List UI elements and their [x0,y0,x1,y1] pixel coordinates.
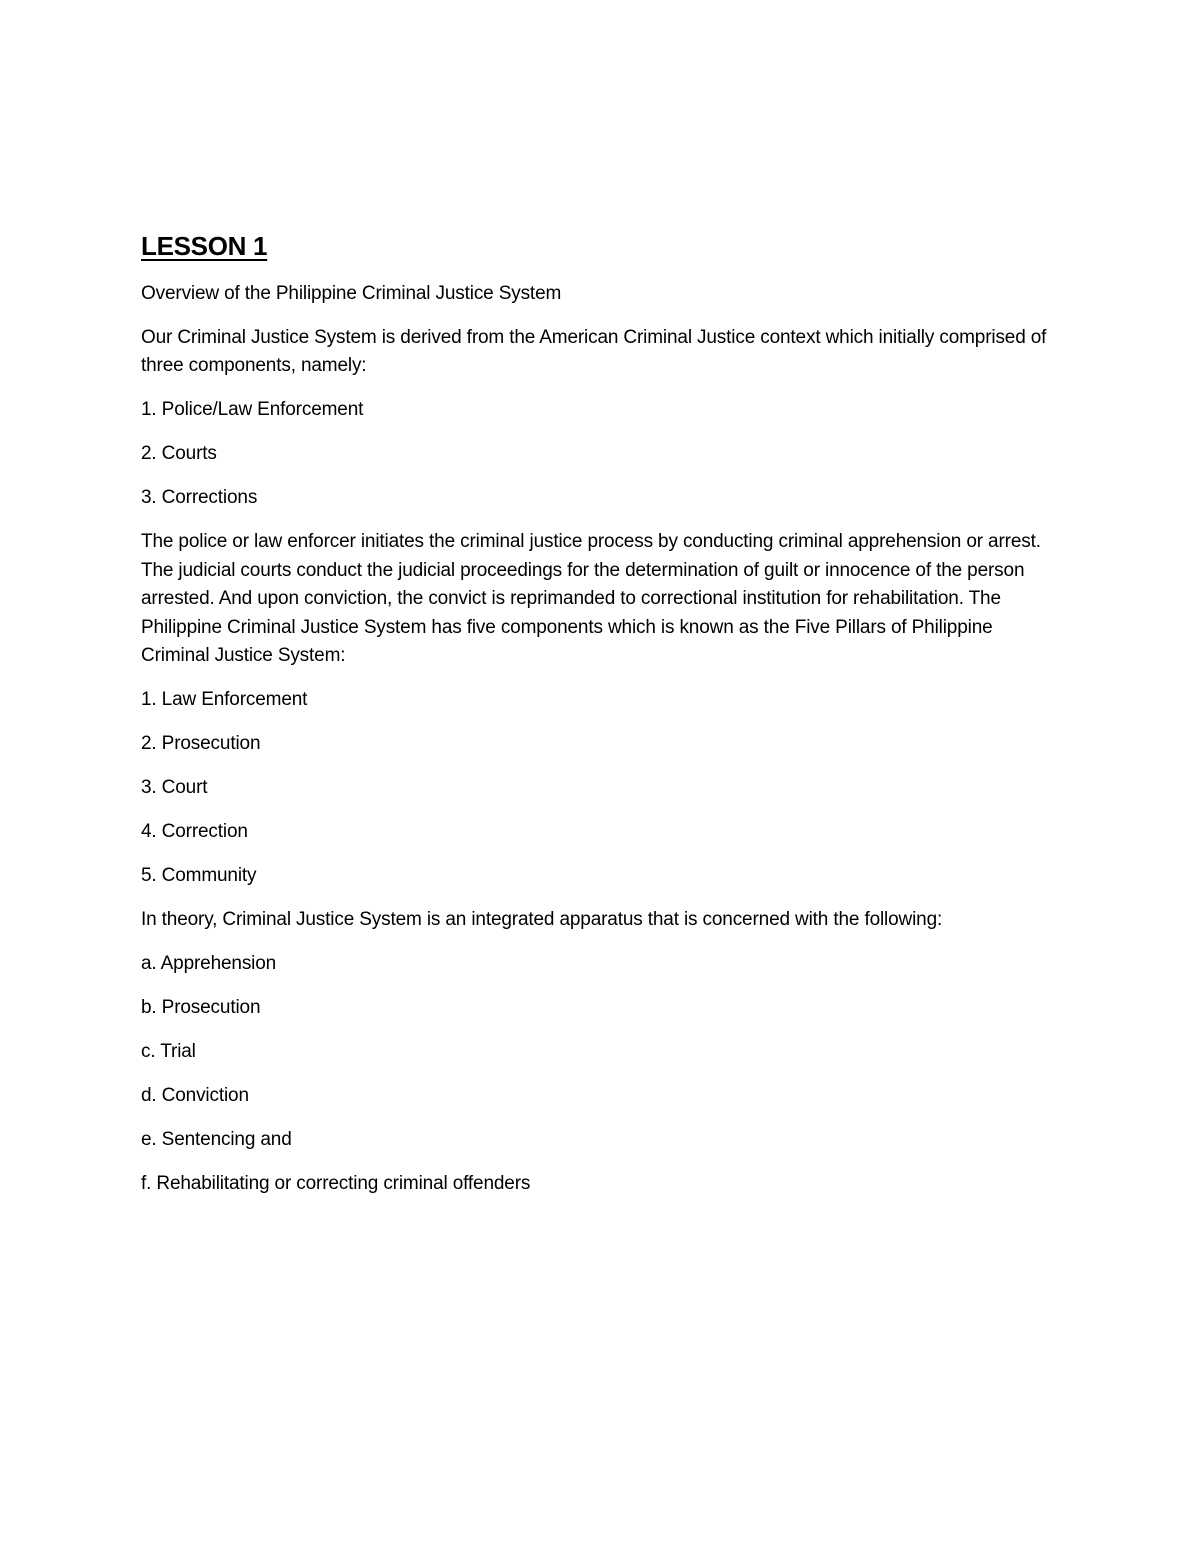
concern-item: e. Sentencing and [141,1129,292,1151]
lesson-title: LESSON 1 [141,231,268,261]
theory-paragraph: In theory, Criminal Justice System is an integrated apparatus that is concerned with the following: [141,909,943,931]
overview-heading: Overview of the Philippine Criminal Justice System [141,283,562,304]
concern-item: f. Rehabilitating or correcting criminal offenders [141,1173,531,1195]
pillar-item: 2. Prosecution [141,733,261,755]
intro-paragraph: Our Criminal Justice System is derived from the American Criminal Justice context which initially comprised of three components, namely: [141,327,1047,377]
pillar-item: 5. Community [141,865,257,887]
component-item: 2. Courts [141,443,217,465]
concern-item: a. Apprehension [141,953,277,975]
document-page [141,226,1053,1214]
concern-item: b. Prosecution [141,997,261,1019]
pillar-item: 1. Law Enforcement [141,689,308,711]
process-paragraph: The police or law enforcer initiates the criminal justice process by conducting criminal apprehension or arrest. The judicial courts conduct the judicial proceedings for the determination of guilt or innocence of the person arrested. And upon conviction, the convict is reprimanded to correctional institution for rehabilitation. The Philippine Criminal Justice System has five components which is known as the Five Pillars of Philippine Criminal Justice System: [141,531,1041,667]
concern-item: d. Conviction [141,1085,249,1107]
component-item: 1. Police/Law Enforcement [141,399,364,421]
concern-item: c. Trial [141,1041,196,1063]
component-item: 3. Corrections [141,487,258,509]
pillar-item: 3. Court [141,777,208,799]
pillar-item: 4. Correction [141,821,248,843]
